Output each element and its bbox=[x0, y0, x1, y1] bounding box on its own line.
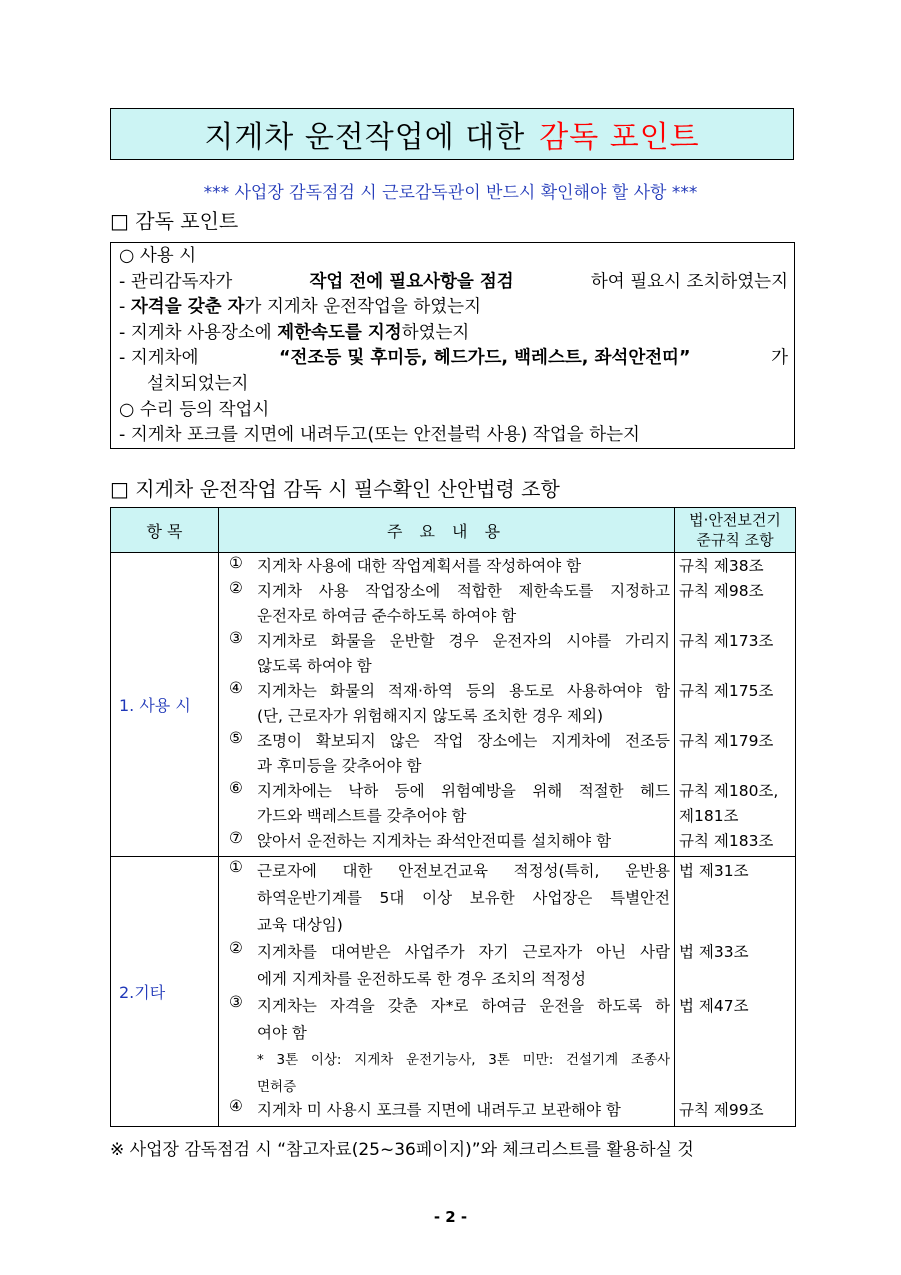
law-reference bbox=[675, 1047, 795, 1097]
content-item bbox=[219, 629, 674, 679]
header-law: 법·안전보건기 준규칙 조항 bbox=[675, 508, 796, 553]
item-number: ③ bbox=[229, 993, 243, 1011]
point-item: - 지게차에 “전조등 및 후미등, 헤드가드, 백레스트, 좌석안전띠” 가 bbox=[119, 348, 788, 369]
content-line: 가드와 백레스트를 갖추어야 함 bbox=[257, 807, 467, 825]
content-line: 지게차 미 사용시 포크를 지면에 내려두고 보관해야 함 bbox=[257, 1101, 621, 1119]
content-line: 지게차를 대여받은 사업주가 자기 근로자가 아닌 사람 bbox=[257, 943, 670, 961]
law-table bbox=[110, 507, 796, 1127]
law-reference: 규칙 제175조 bbox=[679, 682, 774, 700]
item-number: ② bbox=[229, 939, 243, 957]
title-box bbox=[110, 108, 794, 160]
subtitle: *** 사업장 감독점검 시 근로감독관이 반드시 확인해야 할 사항 *** bbox=[203, 183, 698, 203]
content-item bbox=[219, 579, 674, 629]
item-number: ④ bbox=[229, 1097, 243, 1115]
section-heading-laws: □ 지게차 운전작업 감독 시 필수확인 산안법령 조항 bbox=[110, 477, 560, 501]
content-line: 지게차 사용 작업장소에 적합한 제한속도를 지정하고 bbox=[257, 582, 670, 600]
item-number: ④ bbox=[229, 679, 243, 697]
law-reference: 규칙 제99조 bbox=[679, 1101, 764, 1119]
content-item bbox=[219, 829, 674, 854]
category-use-references bbox=[675, 553, 796, 857]
content-line: 근로자에 대한 안전보건교육 적정성(특히, 운반용 bbox=[257, 862, 670, 880]
supervision-points-box bbox=[110, 242, 795, 449]
content-item bbox=[219, 679, 674, 729]
item-number: ① bbox=[229, 554, 243, 572]
law-reference: 규칙 제38조 bbox=[679, 557, 764, 575]
category-use: 1. 사용 시 bbox=[111, 553, 219, 857]
category-use-contents bbox=[219, 553, 675, 857]
content-item bbox=[219, 858, 674, 939]
content-line: 면허증 bbox=[257, 1079, 297, 1095]
content-line: 하역운반기계를 5대 이상 보유한 사업장은 특별안전 bbox=[257, 889, 670, 907]
point-item: - 지게차 사용장소에 제한속도를 지정하였는지 bbox=[119, 322, 470, 343]
content-line: 지게차에는 낙하 등에 위험예방을 위해 적절한 헤드 bbox=[257, 782, 670, 800]
content-item bbox=[219, 1097, 674, 1124]
law-reference: 규칙 제183조 bbox=[679, 832, 774, 850]
content-line: 앉아서 운전하는 지게차는 좌석안전띠를 설치해야 함 bbox=[257, 832, 612, 850]
content-note bbox=[219, 1047, 674, 1097]
header-item: 항 목 bbox=[111, 508, 219, 553]
content-line: 교육 대상임) bbox=[257, 916, 343, 934]
content-item bbox=[219, 729, 674, 779]
content-line: 지게차 사용에 대한 작업계획서를 작성하여야 함 bbox=[257, 557, 582, 575]
law-reference: 법 제33조 bbox=[679, 943, 749, 961]
content-item bbox=[219, 939, 674, 993]
table-row bbox=[111, 553, 796, 857]
law-reference: 법 제47조 bbox=[679, 997, 749, 1015]
content-line: 여야 함 bbox=[257, 1024, 307, 1042]
content-item bbox=[219, 779, 674, 829]
content-line: 조명이 확보되지 않은 작업 장소에는 지게차에 전조등 bbox=[257, 732, 670, 750]
content-item bbox=[219, 993, 674, 1047]
content-line: * 3톤 이상: 지게차 운전기능사, 3톤 미만: 건설기계 조종사 bbox=[257, 1052, 670, 1068]
law-reference: 규칙 제180조, 제181조 bbox=[679, 782, 779, 825]
point-item: - 지게차 포크를 지면에 내려두고(또는 안전블럭 사용) 작업을 하는지 bbox=[119, 425, 640, 446]
item-number: ② bbox=[229, 579, 243, 597]
table-header-row bbox=[111, 508, 796, 553]
page-title: 지게차 운전작업에 대한 bbox=[204, 120, 526, 155]
content-line: 않도록 하여야 함 bbox=[257, 657, 372, 675]
repair-heading: ○ 수리 등의 작업시 bbox=[119, 399, 270, 420]
content-line: 지게차로 화물을 운반할 경우 운전자의 시야를 가리지 bbox=[257, 632, 670, 650]
point-item: - 자격을 갖춘 자가 지게차 운전작업을 하였는지 bbox=[119, 297, 481, 318]
page-title-highlight: 감독 포인트 bbox=[539, 120, 700, 155]
point-item: - 관리감독자가 작업 전에 필요사항을 점검 하여 필요시 조치하였는지 bbox=[119, 271, 788, 292]
item-number: ① bbox=[229, 858, 243, 876]
content-line: 에게 지게차를 운전하도록 한 경우 조치의 적정성 bbox=[257, 970, 587, 988]
law-reference: 규칙 제179조 bbox=[679, 732, 774, 750]
item-number: ⑤ bbox=[229, 729, 243, 747]
item-number: ⑥ bbox=[229, 779, 243, 797]
use-heading: ○ 사용 시 bbox=[119, 246, 197, 266]
law-reference: 규칙 제98조 bbox=[679, 582, 764, 600]
law-reference: 규칙 제173조 bbox=[679, 632, 774, 650]
content-line: (단, 근로자가 위험해지지 않도록 조치한 경우 제외) bbox=[257, 707, 604, 725]
footnote: ※ 사업장 감독점검 시 “참고자료(25~36페이지)”와 체크리스트를 활용하실 것 bbox=[110, 1140, 694, 1160]
law-reference: 법 제31조 bbox=[679, 862, 749, 880]
content-line: 지게차는 자격을 갖춘 자*로 하여금 운전을 하도록 하 bbox=[257, 997, 670, 1015]
category-other-contents bbox=[219, 857, 675, 1127]
category-other-references bbox=[675, 857, 796, 1127]
item-number: ⑦ bbox=[229, 829, 243, 847]
section-heading-points: □ 감독 포인트 bbox=[110, 209, 239, 233]
content-line: 지게차는 화물의 적재·하역 등의 용도로 사용하여야 함 bbox=[257, 682, 670, 700]
page-number: - 2 - bbox=[433, 1208, 468, 1226]
point-item-continued: 설치되었는지 bbox=[147, 373, 249, 394]
content-line: 운전자로 하여금 준수하도록 하여야 함 bbox=[257, 607, 517, 625]
table-row bbox=[111, 857, 796, 1127]
item-number: ③ bbox=[229, 629, 243, 647]
category-other: 2.기타 bbox=[111, 857, 219, 1127]
header-content: 주 요 내 용 bbox=[219, 508, 675, 553]
content-line: 과 후미등을 갖추어야 함 bbox=[257, 757, 422, 775]
content-item bbox=[219, 554, 674, 579]
